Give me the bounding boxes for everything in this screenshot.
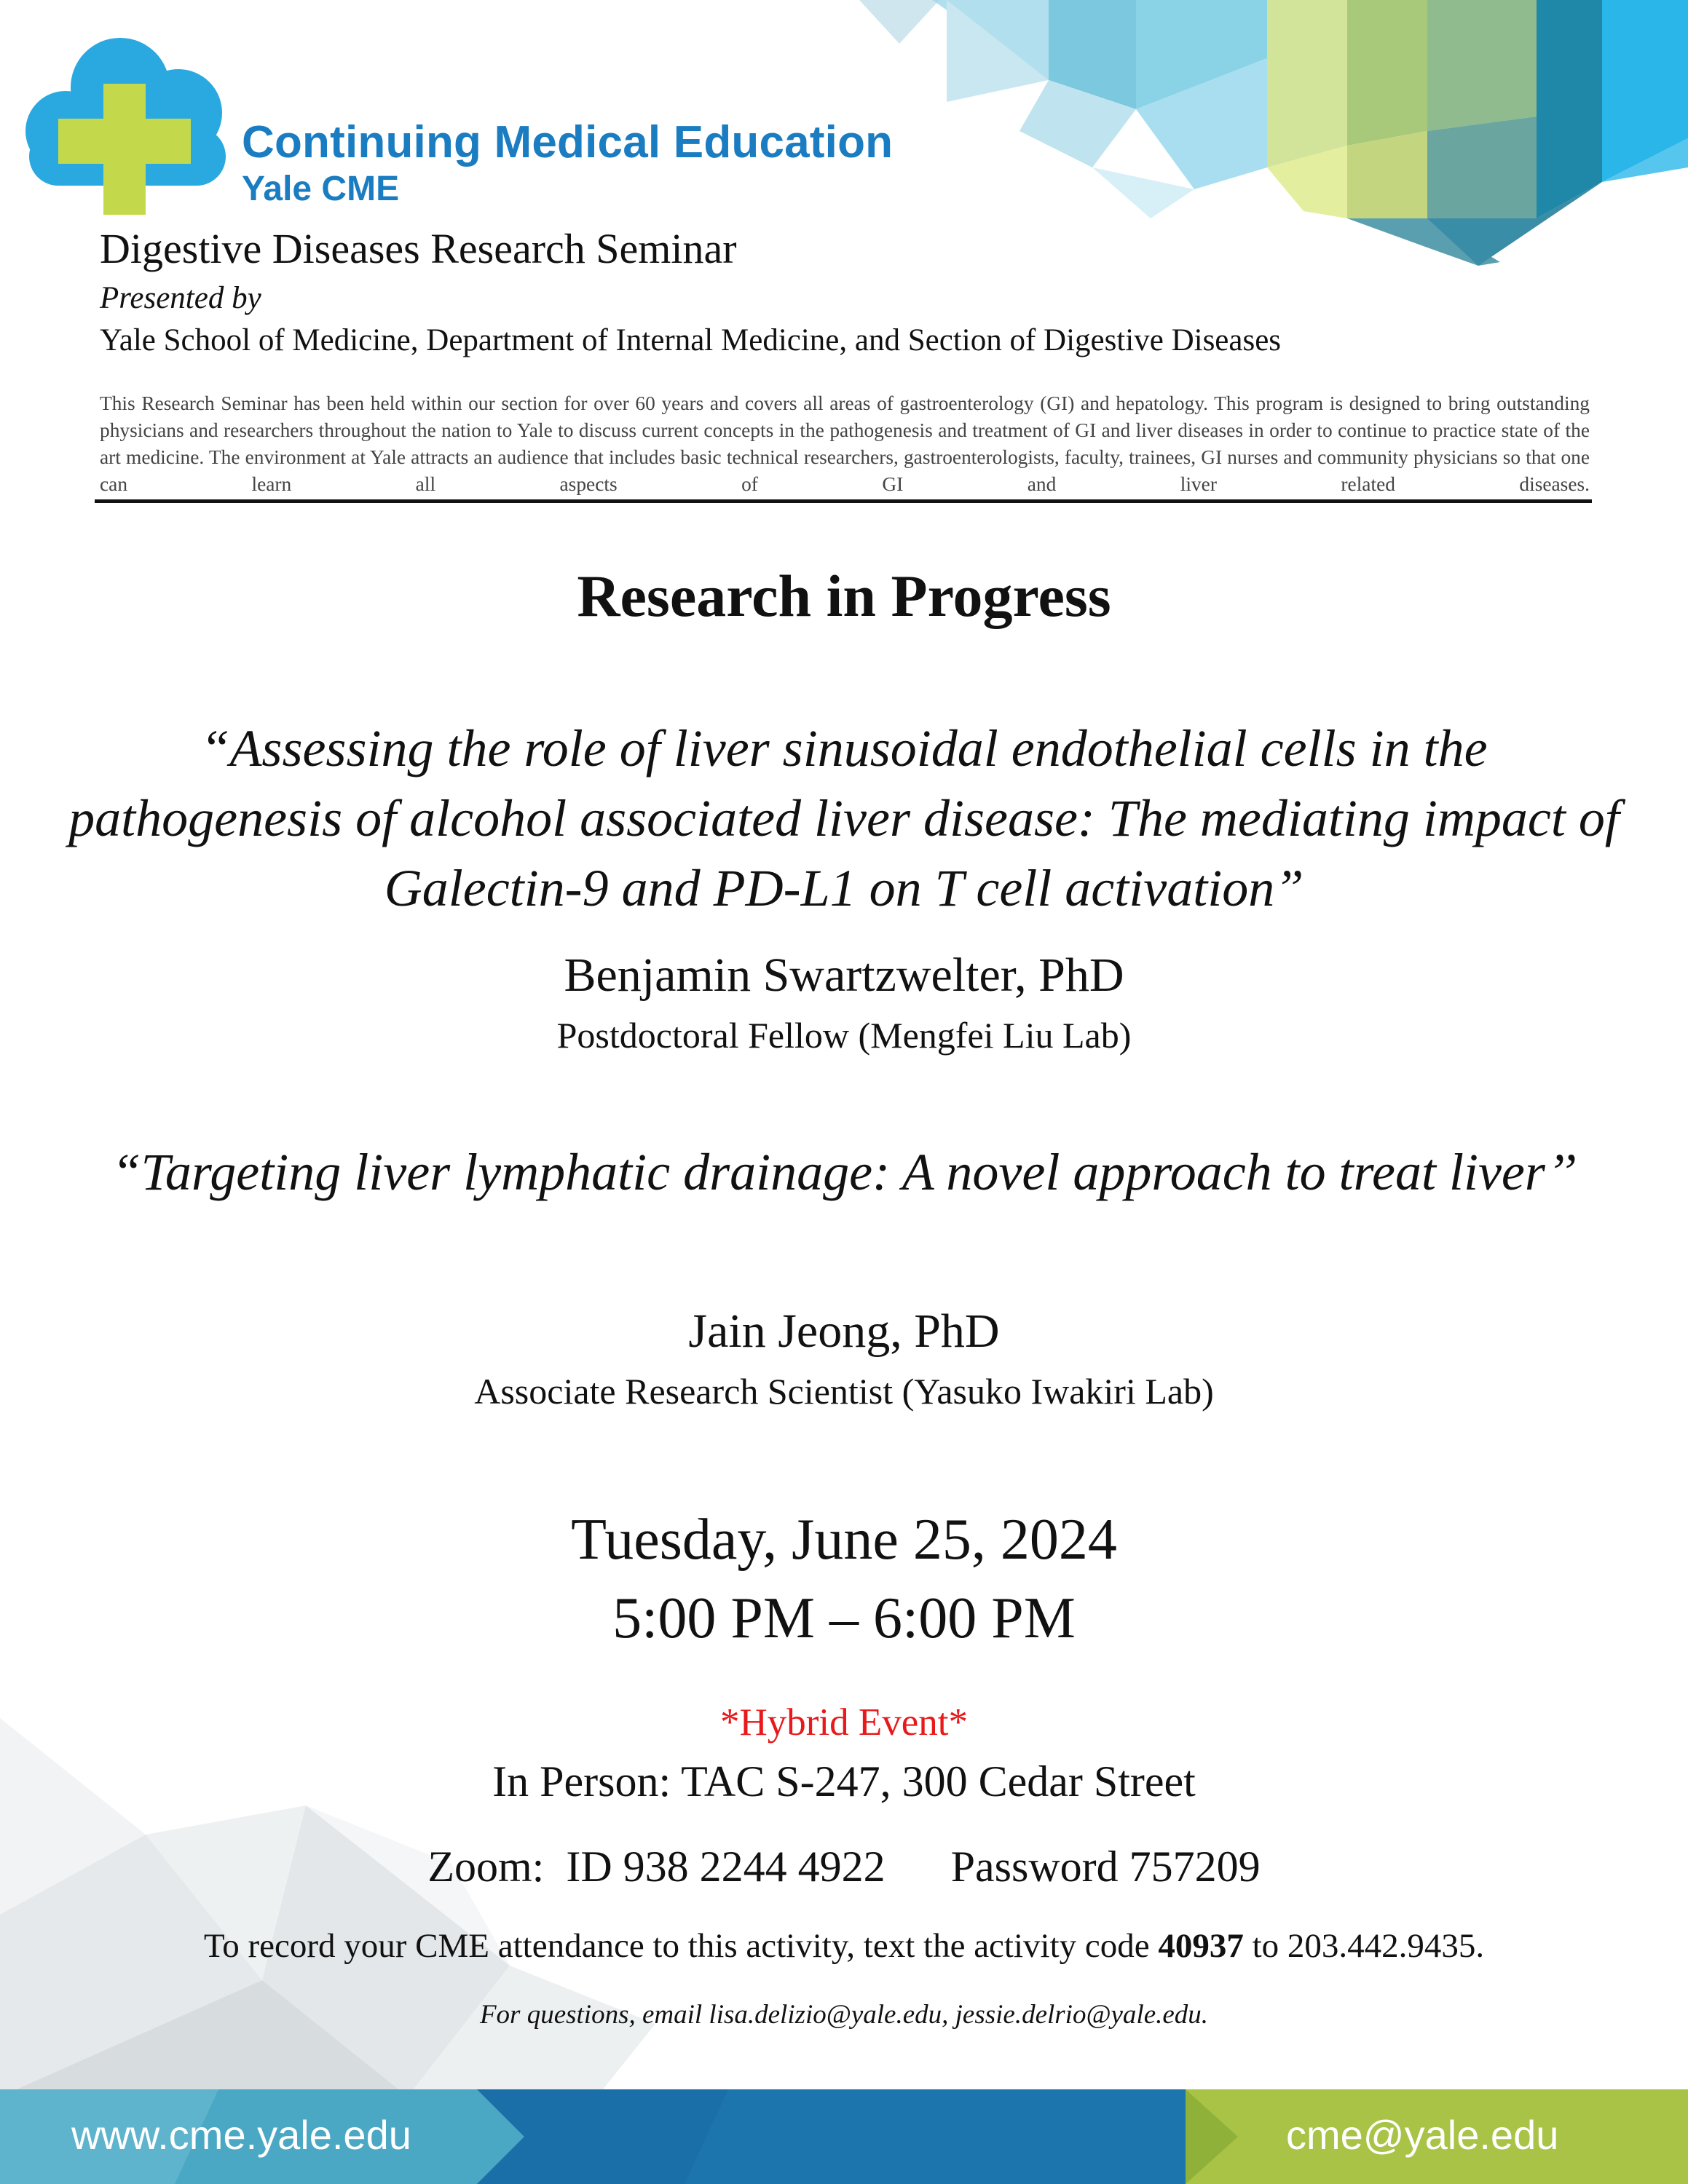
talk-1-title: “Assessing the role of liver sinusoidal endothelial cells in the pathogenesis of alcohol associated liver disease: The mediating impact of Galectin-9 and PD-L1 on T cell activation” [68, 719, 1620, 917]
seminar-description: This Research Seminar has been held within our section for over 60 years and covers all areas of gastroenterology (GI) and hepatology. This program is designed to bring outstanding physicians and researchers throughout the nation to Yale to discuss current concepts in the pathogenesis and treatment of GI and liver diseases in order to continue to practice state of the art medicine. The environment at Yale attracts an audience that includes basic technical researchers, gastroenterologists, faculty, trainees, GI nurses and community physicians so that one can learn all aspects of GI and liver related diseases. [100, 392, 1590, 495]
hybrid-event-badge: *Hybrid Event* [719, 1701, 969, 1744]
event-time: 5:00 PM – 6:00 PM [612, 1586, 1076, 1650]
attendance-suffix: to 203.442.9435. [1243, 1927, 1485, 1965]
talk-2-speaker-role: Associate Research Scientist (Yasuko Iwakiri Lab) [474, 1371, 1214, 1412]
footer-email-link[interactable]: cme@yale.edu [1286, 2112, 1559, 2158]
seminar-title: Digestive Diseases Research Seminar [100, 225, 737, 272]
section-heading: Research in Progress [577, 563, 1111, 629]
talk-1-speaker: Benjamin Swartzwelter, PhD [564, 949, 1124, 1002]
activity-code: 40937 [1158, 1927, 1244, 1965]
footer-website-link[interactable]: www.cme.yale.edu [71, 2112, 411, 2158]
brand-title: Continuing Medical Education [242, 117, 894, 167]
attendance-prefix: To record your CME attendance to this activity, text the activity code [203, 1927, 1159, 1965]
presented-by-label: Presented by [100, 281, 261, 315]
zoom-details: Zoom: ID 938 2244 4922 Password 757209 [427, 1843, 1261, 1891]
in-person-location: In Person: TAC S-247, 300 Cedar Street [492, 1757, 1196, 1805]
brand-subtitle: Yale CME [242, 170, 400, 208]
talk-2-speaker: Jain Jeong, PhD [688, 1305, 1000, 1358]
cme-logo-icon [22, 33, 240, 215]
header-divider [95, 499, 1592, 503]
questions-contact: For questions, email lisa.delizio@yale.edu, jessie.delrio@yale.edu. [479, 2000, 1209, 2030]
talk-2-title: “Targeting liver lymphatic drainage: A novel approach to treat liver’’ [111, 1143, 1577, 1201]
presenting-organization: Yale School of Medicine, Department of Internal Medicine, and Section of Digestive Diseases [100, 323, 1282, 357]
talk-1-speaker-role: Postdoctoral Fellow (Mengfei Liu Lab) [556, 1015, 1132, 1056]
event-date: Tuesday, June 25, 2024 [571, 1508, 1117, 1572]
attendance-instructions [0, 1926, 1688, 1966]
